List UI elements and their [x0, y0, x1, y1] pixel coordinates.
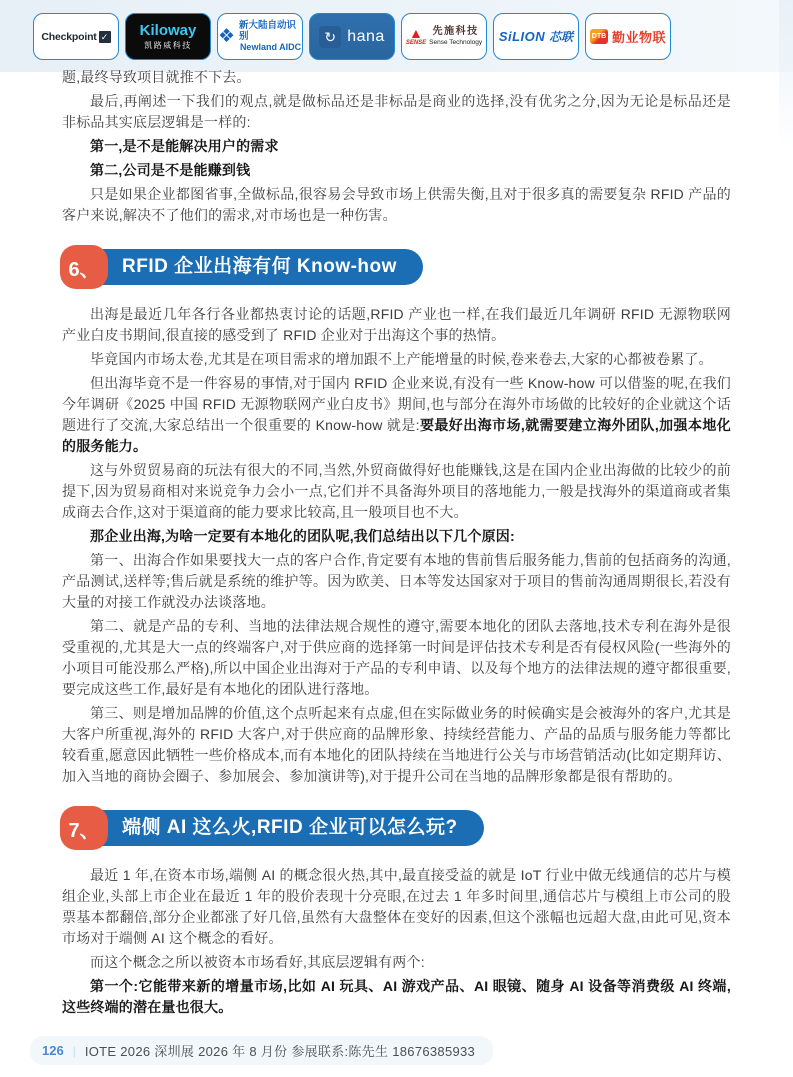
checkpoint-wordmark: Checkpoint — [41, 30, 97, 43]
section-6-header — [60, 244, 731, 290]
page-footer — [30, 1036, 493, 1065]
hana-wordmark: hana — [347, 27, 385, 45]
paragraph: 第一、出海合作如果要找大一点的客户合作,肯定要有本地的售前售后服务能力,售前的包括商务的沟通,产品测试,送样等;售后就是系统的维护等。因为欧美、日本等发达国家对于项目的售前沟通周期很长,若没有大量的对接工作就没办法谈落地。 — [62, 552, 731, 610]
section-7-title-pill: 端侧 AI 这么火,RFID 企业可以怎么玩? — [92, 810, 484, 846]
paragraph: 毕竟国内市场太卷,尤其是在项目需求的增加跟不上产能增量的时候,卷来卷去,大家的心都被卷累了。 — [90, 351, 713, 367]
paragraph: 那企业出海,为啥一定要有本地化的团队呢,我们总结出以下几个原因: — [90, 528, 515, 544]
footer-pill — [30, 1036, 493, 1065]
logo-dtb — [585, 13, 671, 60]
dtb-chinese-name: 勤业物联 — [611, 30, 666, 45]
logo-silion — [493, 13, 579, 60]
footer-separator: | — [72, 1043, 76, 1058]
kiloway-wordmark: Kiloway — [139, 21, 197, 39]
silion-wordmark: SiLION — [498, 29, 546, 44]
newland-chinese-name: 新大陆自动识别 — [239, 20, 297, 42]
paragraph: 第一个:它能带来新的增量市场,比如 AI 玩具、AI 游戏产品、AI 眼镜、随身 AI 设备等消费级 AI 终端,这些终端的潜在量也很大。 — [62, 978, 731, 1015]
sponsor-logo-row — [33, 13, 671, 60]
diamond-icon: ❖ — [218, 26, 236, 47]
paragraph: 第二、就是产品的专利、当地的法律法规合规性的遵守,需要本地化的团队去落地,技术专利在海外是很受重视的,尤其是大一点的终端客户,对于供应商的选择第一时间是评估技术专利是否有侵权风险(一些海外的小项目可能没那么严格),所以中国企业出海对于产品的专利申请、以及每个地方的法律法规的遵守都很重要,要完成这些工作,最好是有本地化的团队进行落地。 — [62, 618, 731, 697]
section-7-number-badge: 7、 — [60, 806, 108, 850]
logo-hana — [309, 13, 395, 60]
check-icon: ✓ — [99, 31, 111, 43]
red-triangle-icon: ▲ — [409, 24, 423, 41]
logo-newland — [217, 13, 303, 60]
footer-contact-text: IOTE 2026 深圳展 2026 年 8 月份 参展联系:陈先生 18676385933 — [84, 1044, 476, 1059]
kiloway-chinese-name: 凯路威科技 — [144, 40, 192, 50]
paragraph: 第三、则是增加品牌的价值,这个点听起来有点虚,但在实际做业务的时候确实是会被海外的客户,尤其是大客户所重视,海外的 RFID 大客户,对于供应商的品牌形象、持续经营能力、产品的品质与服务能力等都比较看重,愿意因此牺牲一些价格成本,而有本地化的团队持续在当地进行公关与市场营销活动(比如定期拜访、加入当地的商协会圈子、参加展会、参加演讲等),对于提升公司在当地的品牌形象都是很有帮助的。 — [62, 705, 731, 784]
dtb-badge-icon: DTB — [590, 29, 608, 44]
logo-checkpoint — [33, 13, 119, 60]
paragraph: 题,最终导致项目就推不下去。 — [62, 69, 251, 85]
circular-arrow-icon: ↻ — [319, 26, 341, 48]
paragraph: 最近 1 年,在资本市场,端侧 AI 的概念很火热,其中,最直接受益的就是 IoT 行业中做无线通信的芯片与模组企业,头部上市企业在最近 1 年的股价表现十分亮眼,在过去 1 年多时间里,通信芯片与模组上市公司的股票基本都翻倍,部分企业都涨了好几倍,虽然有大盘整体在变好的因素,但这个涨幅也远超大盘,由此可见,资本市场对于端侧 AI 这个概念的看好。 — [62, 867, 731, 946]
sense-chinese-name: 先施科技 — [432, 26, 479, 37]
paragraph: 第一,是不是能解决用户的需求 — [90, 138, 279, 154]
section-6-number-badge: 6、 — [60, 245, 108, 289]
section-6-title-pill: RFID 企业出海有何 Know-how — [92, 249, 423, 285]
silion-chinese-name: 芯联 — [549, 30, 574, 44]
sense-wordmark: Sense Technology — [429, 39, 483, 46]
content-flow — [62, 64, 731, 1021]
paragraph: 这与外贸贸易商的玩法有很大的不同,当然,外贸商做得好也能赚钱,这是在国内企业出海做的比较少的前提下,因为贸易商相对来说竞争力会小一点,它们并不具备海外项目的落地能力,一般是找海外的渠道商或者集成商去合作,这对于渠道商的能力要求比较高,且一般项目也不大。 — [62, 462, 731, 520]
paragraph: 最后,再阐述一下我们的观点,就是做标品还是非标品是商业的选择,没有优劣之分,因为无论是标品还是非标品其实底层逻辑是一样的: — [62, 93, 731, 130]
sense-brand-mark: SENSE — [405, 39, 427, 46]
paragraph: 出海是最近几年各行各业都热衷讨论的话题,RFID 产业也一样,在我们最近几年调研 RFID 无源物联网产业白皮书期间,很直接的感受到了 RFID 企业对于出海这个事的热情。 — [62, 306, 731, 343]
paragraph: 但出海毕竟不是一件容易的事情,对于国内 RFID 企业来说,有没有一些 Know-how 可以借鉴的呢,在我们今年调研《2025 中国 RFID 无源物联网产业白皮书》期间,也与部分在海外市场做的比较好的企业就这个话题进行了交流,大家总结出一个很重要的 Know-how 就是:要最好出海市场,就需要建立海外团队,加强本地化的服务能力。 — [62, 375, 731, 454]
logo-sense — [401, 13, 487, 60]
paragraph: 只是如果企业都图省事,全做标品,很容易会导致市场上供需失衡,且对于很多真的需要复杂 RFID 产品的客户来说,解决不了他们的需求,对市场也是一种伤害。 — [62, 186, 731, 223]
paragraph: 第二,公司是不是能赚到钱 — [90, 162, 251, 178]
edge-decoration — [779, 0, 793, 150]
section-7-header — [60, 805, 731, 851]
paragraph: 而这个概念之所以被资本市场看好,其底层逻辑有两个: — [90, 954, 425, 970]
newland-wordmark: Newland AIDC — [239, 42, 302, 52]
logo-kiloway — [125, 13, 211, 60]
page-number: 126 — [42, 1043, 64, 1058]
